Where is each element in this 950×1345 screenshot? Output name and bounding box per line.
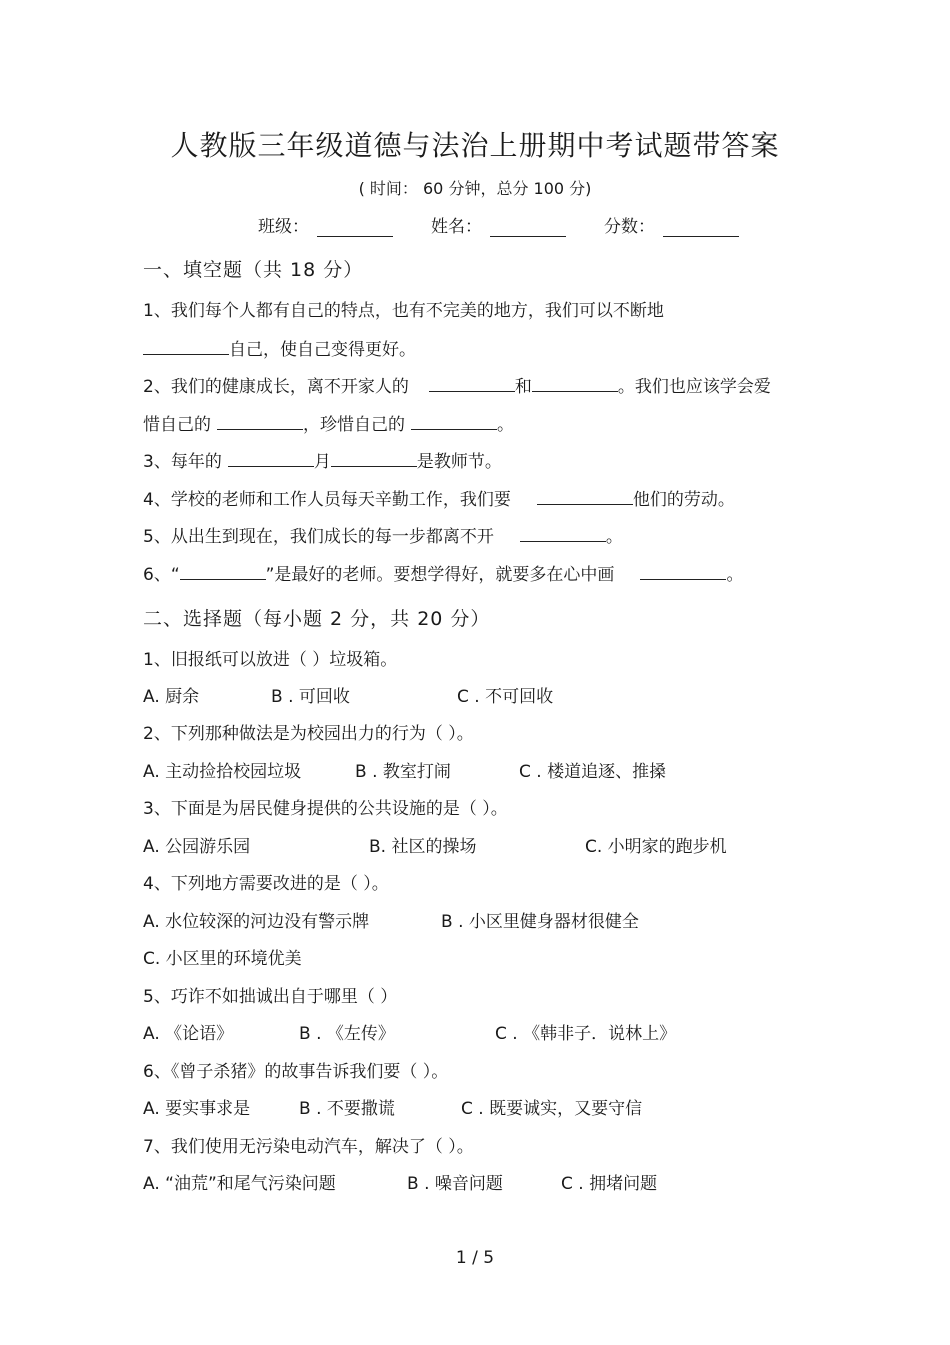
answer-blank (180, 561, 266, 580)
option-c: C . 不可回收 (457, 687, 554, 707)
class-label: 班级： (258, 217, 309, 237)
answer-blank (537, 486, 633, 505)
class-field (258, 212, 393, 237)
option-b: B . 不要撒谎 (299, 1099, 395, 1119)
option-a: A. 主动捡拾校园垃圾 (143, 762, 302, 782)
choice-q7: 7、我们使用无污染电动汽车，解决了（ ）。 (143, 1137, 474, 1157)
question-text: 1、我们每个人都有自己的特点，也有不完美的地方，我们可以不断地 (143, 301, 664, 321)
option-c: C. 小区里的环境优美 (143, 949, 302, 969)
answer-blank (143, 336, 229, 355)
score-field (604, 212, 739, 237)
class-blank (317, 218, 393, 237)
choice-q4-option-c (143, 947, 302, 971)
option-c: C . 楼道追逐、推搡 (519, 762, 667, 782)
section-choice-heading: 二、选择题（每小题 2 分，共 20 分） (143, 608, 491, 630)
question-text: 5、从出生到现在，我们成长的每一步都离不开 (143, 527, 494, 547)
choice-q4: 4、下列地方需要改进的是（ ）。 (143, 874, 389, 894)
answer-blank (520, 523, 606, 542)
choice-q2-options (143, 760, 666, 784)
choice-q3: 3、下面是为居民健身提供的公共设施的是（ ）。 (143, 799, 508, 819)
answer-blank (217, 411, 303, 430)
option-a: A. 水位较深的河边没有警示牌 (143, 912, 370, 932)
answer-blank (640, 561, 726, 580)
student-info-row (258, 212, 777, 237)
choice-q1-options (143, 685, 553, 709)
option-a: A. 《论语》 (143, 1024, 234, 1044)
question-text: 。我们也应该学会爱 (617, 377, 771, 397)
option-b: B. 社区的操场 (369, 837, 477, 857)
question-text: 2、我们的健康成长，离不开家人的 (143, 377, 409, 397)
choice-q2: 2、下列那种做法是为校园出力的行为（ ）。 (143, 724, 474, 744)
choice-q6-options (143, 1097, 642, 1121)
option-a: A. 要实事求是 (143, 1099, 251, 1119)
fill-q1-line1 (143, 299, 664, 323)
choice-q5-options (143, 1022, 676, 1046)
score-blank (663, 218, 739, 237)
question-text: 他们的劳动。 (632, 490, 735, 510)
answer-blank (331, 448, 417, 467)
option-c: C. 小明家的跑步机 (585, 837, 727, 857)
fill-q3 (143, 448, 502, 474)
fill-q4 (143, 486, 735, 512)
choice-q5: 5、巧诈不如拙诚出自于哪里（ ） (143, 987, 398, 1007)
option-b: B . 小区里健身器材很健全 (441, 912, 639, 932)
question-text: ，珍惜自己的 (303, 415, 405, 435)
fill-q1-line2 (143, 336, 416, 362)
option-c: C . 《韩非子．说林上》 (495, 1024, 677, 1044)
exam-subtitle: ( 时间： 60 分钟，总分 100 分) (358, 179, 592, 198)
answer-blank (532, 373, 618, 392)
page-number: 1 / 5 (455, 1248, 495, 1268)
option-a: A. “油荒”和尾气污染问题 (143, 1174, 336, 1194)
fill-q5 (143, 523, 623, 549)
option-b: B . 可回收 (271, 687, 350, 707)
choice-q1: 1、旧报纸可以放进（ ）垃圾箱。 (143, 650, 398, 670)
answer-blank (411, 411, 497, 430)
question-text: 3、每年的 (143, 452, 222, 472)
question-text: 。 (605, 527, 623, 547)
choice-q3-options (143, 835, 727, 859)
choice-q6: 6、《曾子杀猪》的故事告诉我们要（ ）。 (143, 1062, 449, 1082)
page-title: 人教版三年级道德与法治上册期中考试题带答案 (170, 129, 780, 162)
choice-q7-options (143, 1172, 657, 1196)
option-c: C . 既要诚实，又要守信 (461, 1099, 643, 1119)
question-text: 4、学校的老师和工作人员每天辛勤工作，我们要 (143, 490, 511, 510)
fill-q2-line1 (143, 373, 771, 399)
fill-q6 (143, 561, 743, 587)
option-b: B . 教室打闹 (355, 762, 451, 782)
question-text: 。 (497, 415, 514, 435)
question-text: 和 (514, 377, 532, 397)
question-text: ”是最好的老师。要想学得好，就要多在心中画 (265, 565, 615, 585)
score-label: 分数： (604, 217, 655, 237)
question-text: 。 (726, 565, 744, 585)
question-text: 6、“ (143, 565, 180, 585)
question-text: 惜自己的 (143, 415, 211, 435)
question-text: 是教师节。 (416, 452, 502, 472)
option-b: B . 噪音问题 (407, 1174, 503, 1194)
option-c: C . 拥堵问题 (561, 1174, 658, 1194)
section-fill-in-heading: 一、填空题（共 18 分） (143, 259, 364, 281)
fill-q2-line2 (143, 411, 514, 437)
name-blank (490, 218, 566, 237)
option-b: B . 《左传》 (299, 1024, 395, 1044)
question-text: 自己，使自己变得更好。 (229, 340, 416, 360)
choice-q4-options (143, 910, 639, 934)
option-a: A. 公园游乐园 (143, 837, 251, 857)
answer-blank (228, 448, 314, 467)
name-label: 姓名： (431, 217, 482, 237)
answer-blank (429, 373, 515, 392)
question-text: 月 (313, 452, 331, 472)
option-a: A. 厨余 (143, 687, 200, 707)
name-field (431, 212, 566, 237)
